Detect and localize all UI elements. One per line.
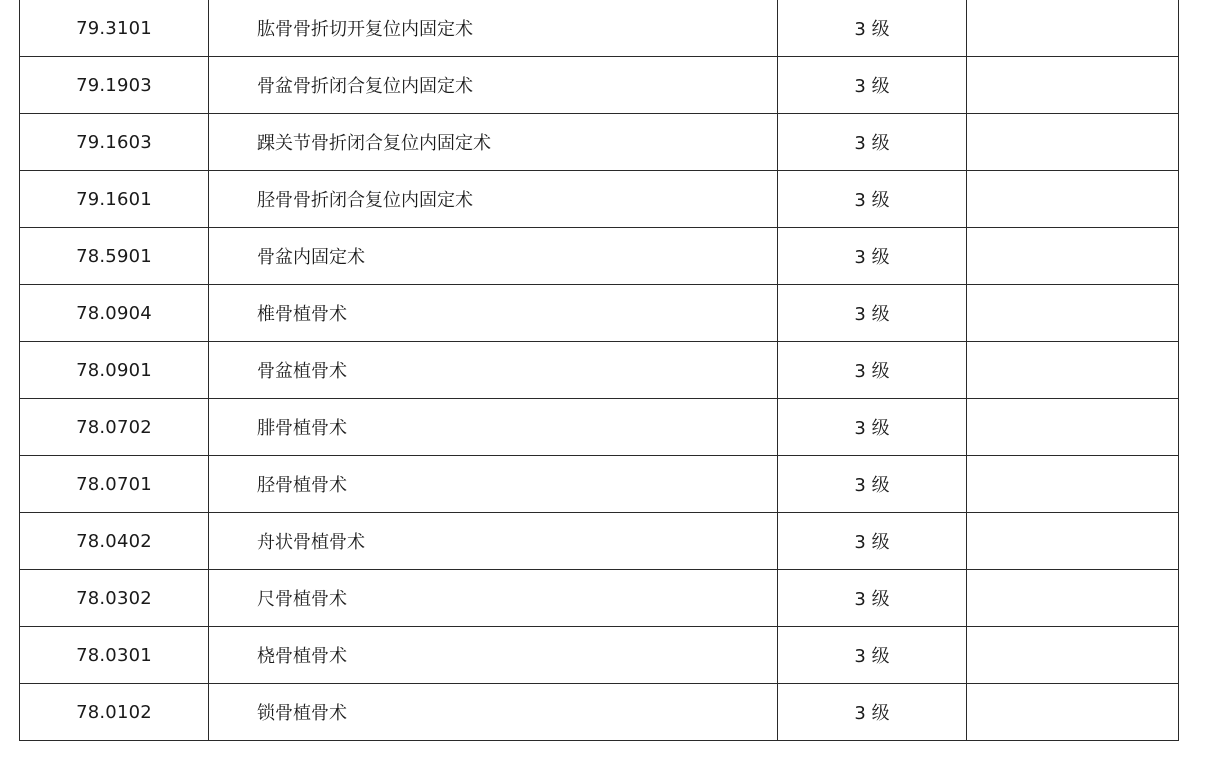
table-row bbox=[20, 114, 1179, 171]
procedure-name-cell: 椎骨植骨术 bbox=[209, 285, 778, 342]
procedure-name-cell: 骨盆植骨术 bbox=[209, 342, 778, 399]
procedure-level-cell: 3 级 bbox=[778, 513, 967, 570]
procedure-note-cell bbox=[967, 342, 1179, 399]
procedure-name-cell: 舟状骨植骨术 bbox=[209, 513, 778, 570]
procedure-level-cell: 3 级 bbox=[778, 456, 967, 513]
procedure-note-cell bbox=[967, 399, 1179, 456]
procedure-level-cell: 3 级 bbox=[778, 399, 967, 456]
table-row bbox=[20, 57, 1179, 114]
procedure-code-cell: 78.0301 bbox=[20, 627, 209, 684]
procedure-note-cell bbox=[967, 0, 1179, 57]
table-row bbox=[20, 456, 1179, 513]
procedure-name-cell: 胫骨骨折闭合复位内固定术 bbox=[209, 171, 778, 228]
table-row bbox=[20, 570, 1179, 627]
procedure-level-cell: 3 级 bbox=[778, 0, 967, 57]
procedure-name-cell: 肱骨骨折切开复位内固定术 bbox=[209, 0, 778, 57]
procedure-code-cell: 78.0302 bbox=[20, 570, 209, 627]
procedure-note-cell bbox=[967, 627, 1179, 684]
table-row bbox=[20, 513, 1179, 570]
procedure-code-cell: 78.0702 bbox=[20, 399, 209, 456]
procedure-note-cell bbox=[967, 570, 1179, 627]
procedure-level-cell: 3 级 bbox=[778, 228, 967, 285]
table-row bbox=[20, 171, 1179, 228]
procedure-name-cell: 踝关节骨折闭合复位内固定术 bbox=[209, 114, 778, 171]
procedure-level-cell: 3 级 bbox=[778, 171, 967, 228]
procedure-code-cell: 79.1603 bbox=[20, 114, 209, 171]
procedure-level-cell: 3 级 bbox=[778, 342, 967, 399]
procedure-name-cell: 骨盆内固定术 bbox=[209, 228, 778, 285]
procedure-note-cell bbox=[967, 57, 1179, 114]
procedure-name-cell: 桡骨植骨术 bbox=[209, 627, 778, 684]
procedure-code-cell: 78.5901 bbox=[20, 228, 209, 285]
table-row bbox=[20, 684, 1179, 741]
procedure-level-cell: 3 级 bbox=[778, 285, 967, 342]
table-row bbox=[20, 228, 1179, 285]
procedure-code-cell: 78.0901 bbox=[20, 342, 209, 399]
procedure-name-cell: 胫骨植骨术 bbox=[209, 456, 778, 513]
procedure-note-cell bbox=[967, 114, 1179, 171]
table-row bbox=[20, 342, 1179, 399]
procedure-code-cell: 79.1903 bbox=[20, 57, 209, 114]
procedure-table-body bbox=[20, 0, 1179, 741]
procedure-code-cell: 78.0402 bbox=[20, 513, 209, 570]
procedure-note-cell bbox=[967, 684, 1179, 741]
procedure-code-cell: 78.0904 bbox=[20, 285, 209, 342]
procedure-code-cell: 79.1601 bbox=[20, 171, 209, 228]
table-row bbox=[20, 399, 1179, 456]
procedure-name-cell: 腓骨植骨术 bbox=[209, 399, 778, 456]
procedure-code-cell: 78.0701 bbox=[20, 456, 209, 513]
procedure-table bbox=[19, 0, 1179, 741]
procedure-code-cell: 78.0102 bbox=[20, 684, 209, 741]
procedure-level-cell: 3 级 bbox=[778, 57, 967, 114]
table-row bbox=[20, 285, 1179, 342]
procedure-name-cell: 锁骨植骨术 bbox=[209, 684, 778, 741]
procedure-note-cell bbox=[967, 228, 1179, 285]
procedure-level-cell: 3 级 bbox=[778, 570, 967, 627]
procedure-code-cell: 79.3101 bbox=[20, 0, 209, 57]
procedure-level-cell: 3 级 bbox=[778, 684, 967, 741]
procedure-note-cell bbox=[967, 456, 1179, 513]
table-row bbox=[20, 0, 1179, 57]
procedure-level-cell: 3 级 bbox=[778, 627, 967, 684]
procedure-note-cell bbox=[967, 285, 1179, 342]
procedure-name-cell: 尺骨植骨术 bbox=[209, 570, 778, 627]
procedure-note-cell bbox=[967, 171, 1179, 228]
table-row bbox=[20, 627, 1179, 684]
procedure-note-cell bbox=[967, 513, 1179, 570]
procedure-name-cell: 骨盆骨折闭合复位内固定术 bbox=[209, 57, 778, 114]
procedure-level-cell: 3 级 bbox=[778, 114, 967, 171]
